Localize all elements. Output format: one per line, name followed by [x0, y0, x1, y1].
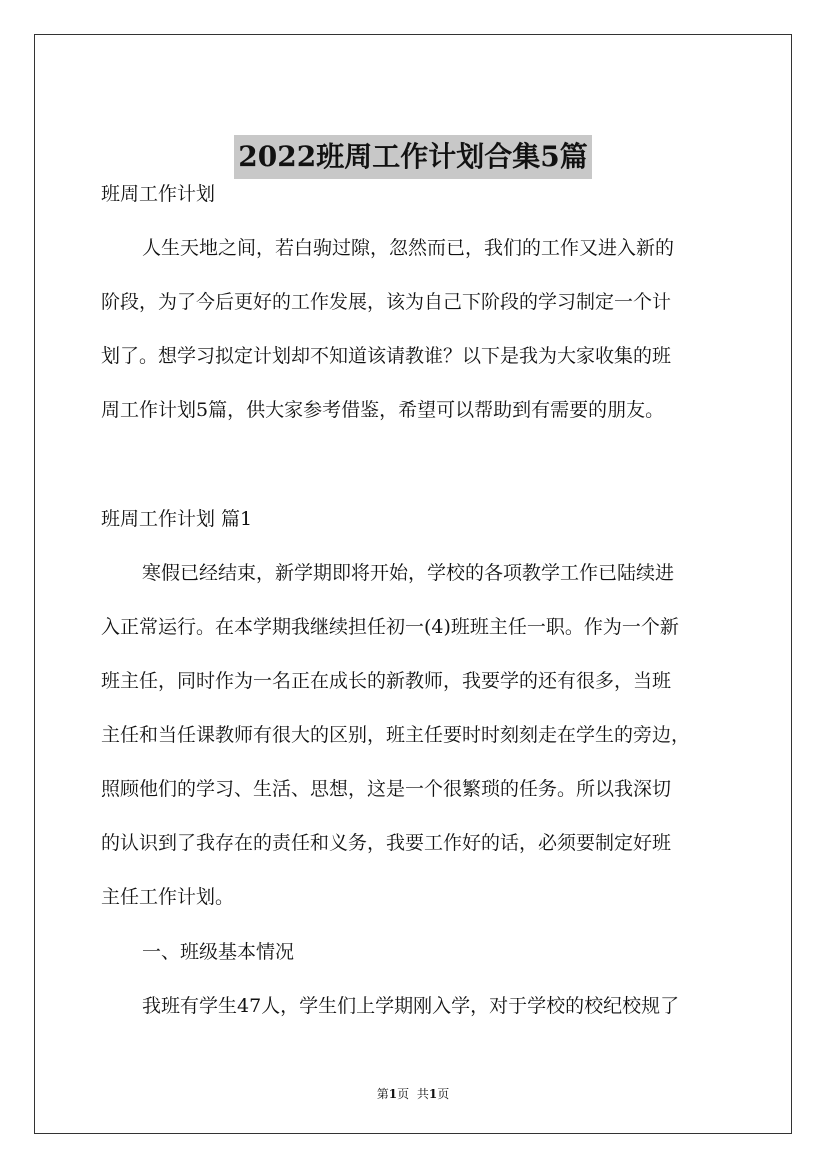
footer-page-prefix: 第 [376, 1087, 389, 1101]
paragraph-line: 的认识到了我存在的责任和义务，我要工作好的话，必须要制定好班 [101, 832, 672, 854]
paragraph-line: 照顾他们的学习、生活、思想，这是一个很繁琐的任务。所以我深切 [101, 778, 672, 800]
document-title: 2022班周工作计划合集5篇 [234, 135, 591, 179]
title-wrap [35, 135, 791, 179]
paragraph-line: 周工作计划5篇，供大家参考借鉴，希望可以帮助到有需要的朋友。 [101, 399, 665, 421]
subsection-heading: 一、班级基本情况 [142, 941, 295, 963]
paragraph-line: 寒假已经结束，新学期即将开始，学校的各项教学工作已陆续进 [142, 562, 675, 584]
paragraph-line: 主任工作计划。 [101, 886, 235, 908]
footer-total-prefix: 共 [416, 1087, 429, 1101]
footer-total-number: 1 [428, 1087, 438, 1101]
paragraph-line: 划了。想学习拟定计划却不知道该请教谁？以下是我为大家收集的班 [101, 345, 672, 367]
paragraph-line: 入正常运行。在本学期我继续担任初一(4)班班主任一职。作为一个新 [101, 616, 679, 638]
paragraph-line: 人生天地之间，若白驹过隙，忽然而已，我们的工作又进入新的 [142, 237, 675, 259]
footer-page-suffix: 页 [397, 1087, 410, 1101]
section-heading: 班周工作计划 [101, 183, 216, 205]
paragraph-line: 阶段，为了今后更好的工作发展，该为自己下阶段的学习制定一个计 [101, 291, 672, 313]
footer-page-number: 1 [388, 1087, 398, 1101]
paragraph-line: 主任和当任课教师有很大的区别，班主任要时时刻刻走在学生的旁边， [101, 724, 691, 746]
section-heading: 班周工作计划 篇1 [101, 508, 253, 530]
document-page [34, 34, 792, 1134]
paragraph-line: 我班有学生47人，学生们上学期刚入学，对于学校的校纪校规了 [142, 995, 680, 1017]
footer-total-suffix: 页 [437, 1087, 450, 1101]
page-footer [35, 1085, 791, 1102]
paragraph-line: 班主任，同时作为一名正在成长的新教师，我要学的还有很多，当班 [101, 670, 672, 692]
